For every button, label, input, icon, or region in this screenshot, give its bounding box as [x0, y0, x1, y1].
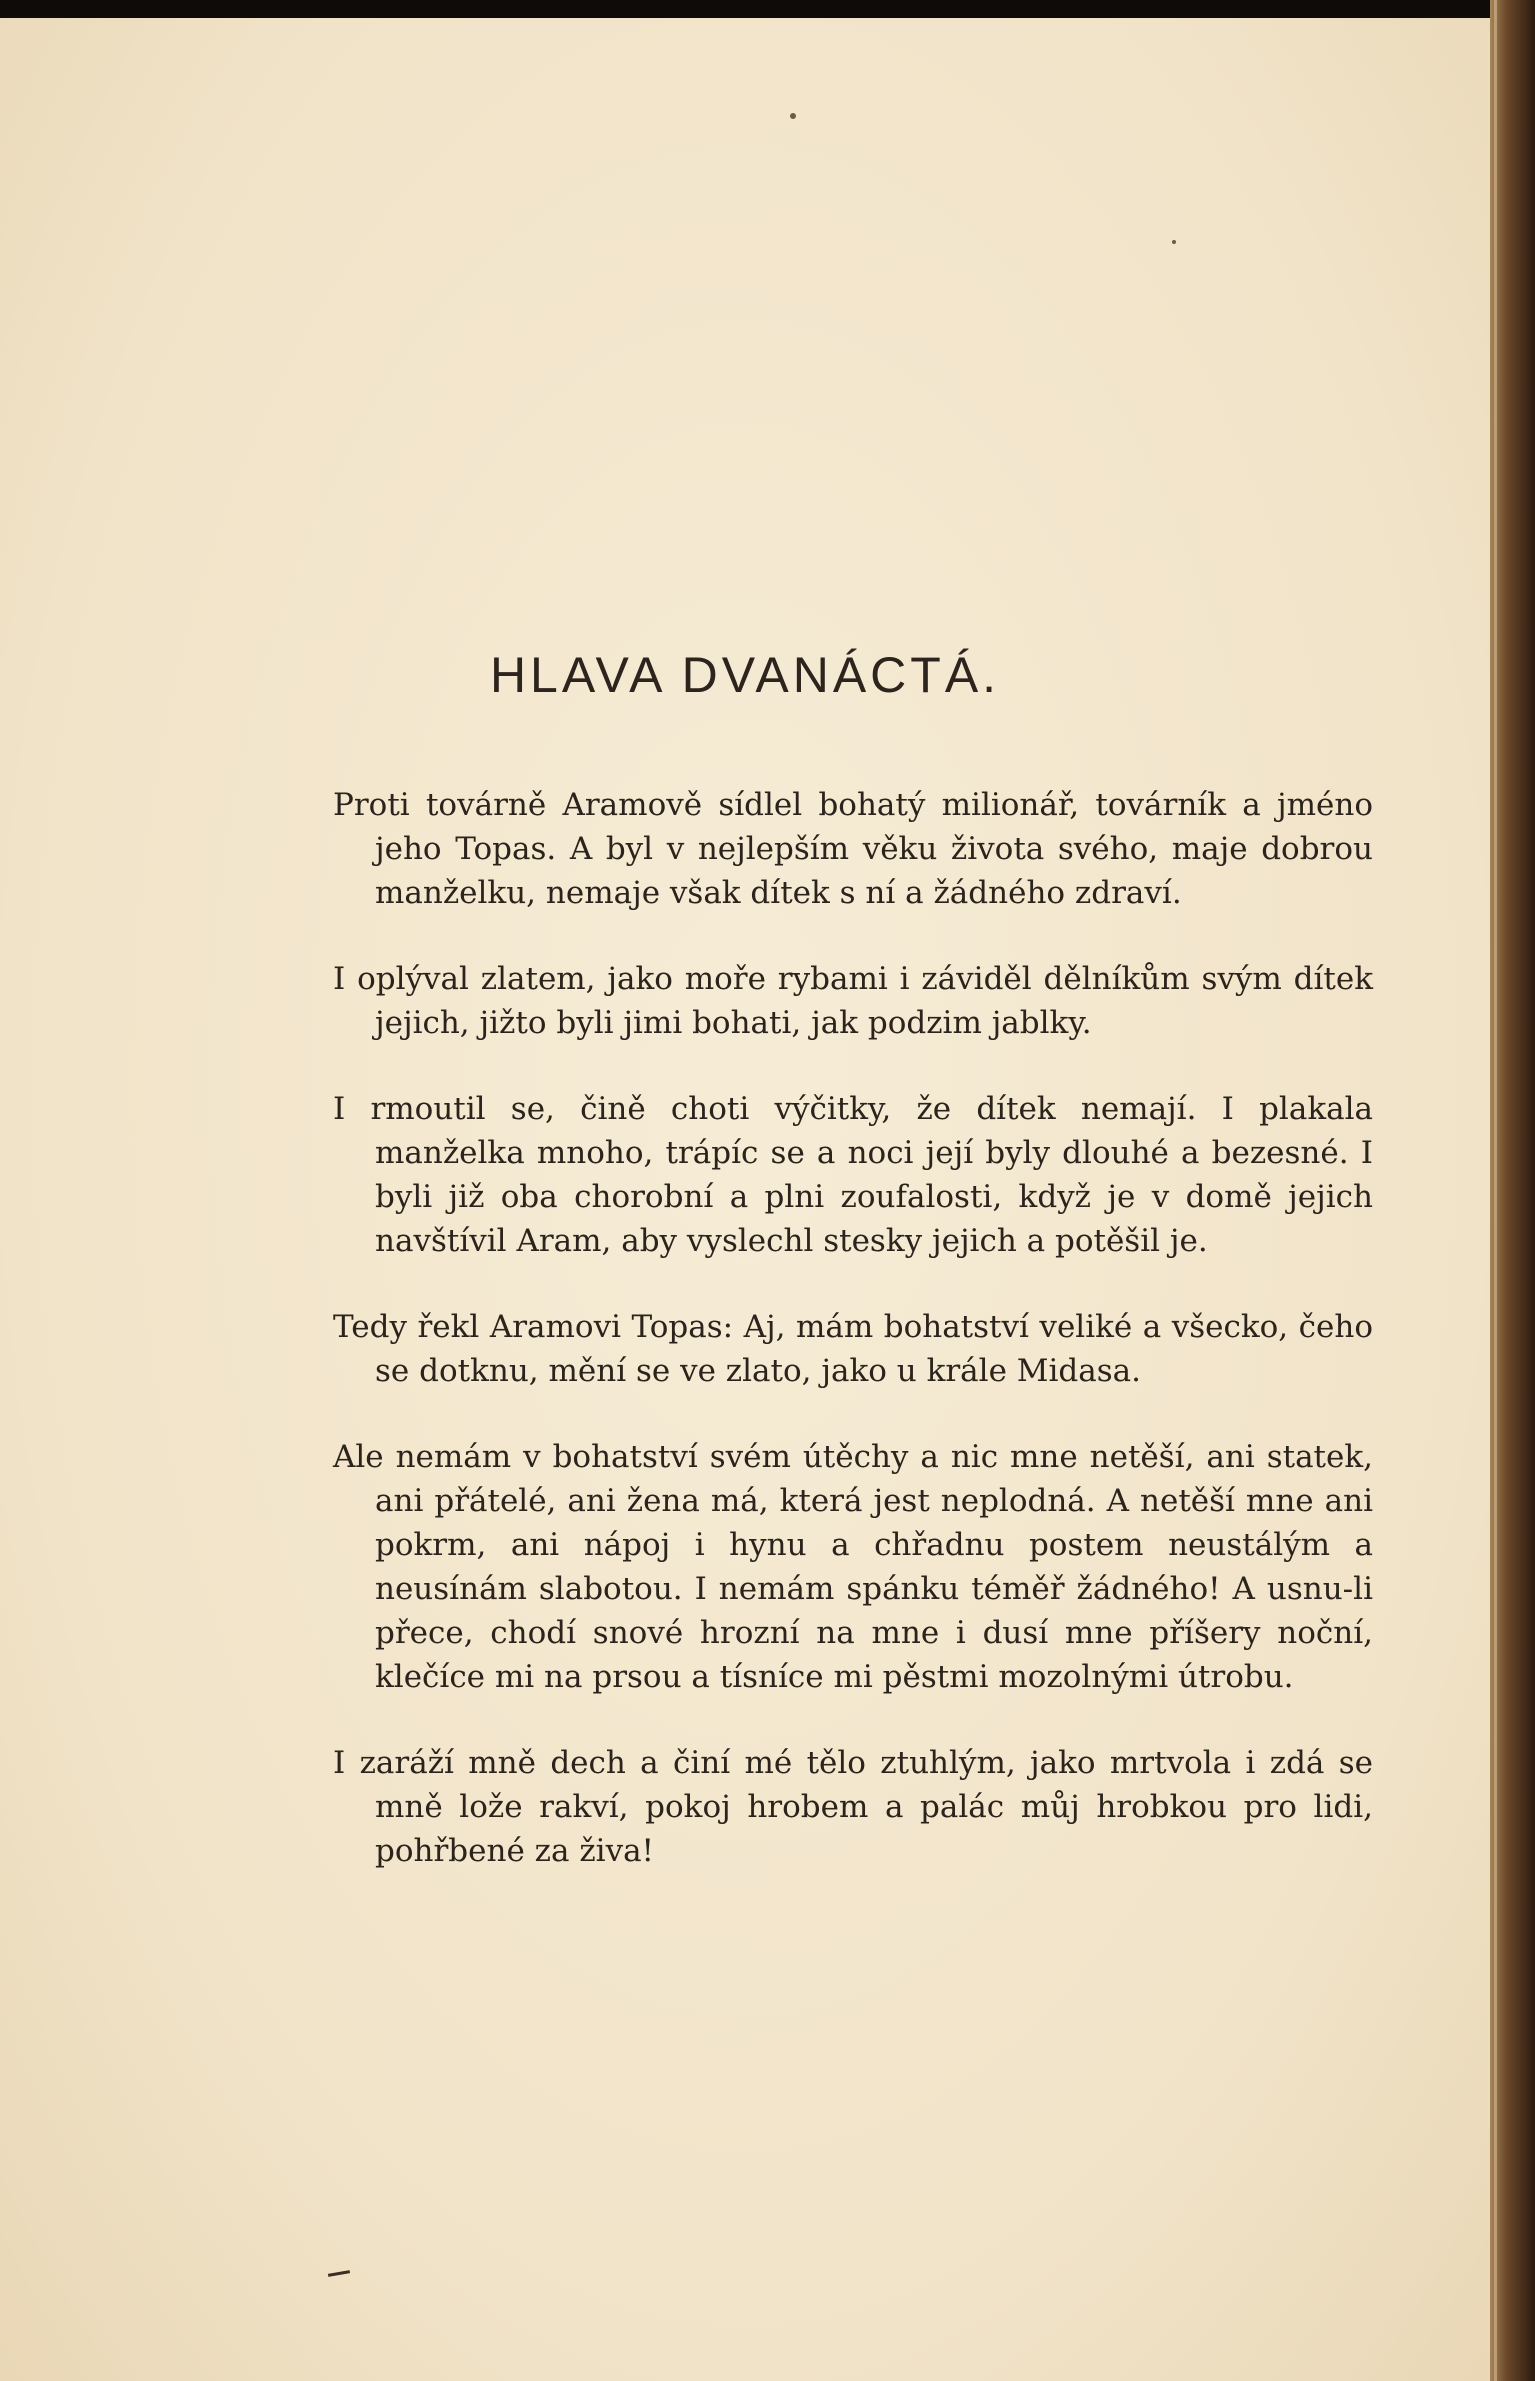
ink-speck — [790, 113, 796, 119]
paragraph: I oplýval zlatem, jako moře rybami i záviděl dělníkům svým dítek jejich, jižto byli jimi bohati, jak podzim jablky. — [333, 961, 1373, 1041]
book-spine-edge — [1490, 0, 1535, 2381]
paragraph: I rmoutil se, čině choti výčitky, že dítek nemají. I plakala manželka mnoho, trápíc se a noci její byly dlouhé a bezesné. I byli již oba chorobní a plni zoufalosti, když je v domě jejich navštívil Aram, aby vyslechl stesky jejich a potěšil je. — [333, 1091, 1373, 1259]
chapter-body — [333, 783, 1373, 1915]
paragraph: Ale nemám v bohatství svém útěchy a nic mne netěší, ani statek, ani přátelé, ani žena má, která jest neplodná. A netěší mne ani pokrm, ani nápoj i hynu a chřadnu postem neustálým a neusínám slabotou. I nemám spánku téměř žádného! A usnu-li přece, chodí snové hrozní na mne i dusí mne příšery noční, klečíce mi na prsou a tísníce mi pěstmi mozolnými útrobu. — [333, 1439, 1373, 1695]
scan-top-edge — [0, 0, 1535, 18]
chapter-title: HLAVA DVANÁCTÁ. — [489, 647, 1001, 703]
paragraph: Tedy řekl Aramovi Topas: Aj, mám bohatství veliké a všecko, čeho se dotknu, mění se ve zlato, jako u krále Midasa. — [333, 1309, 1373, 1389]
ink-speck — [1172, 240, 1176, 244]
paragraph: I zaráží mně dech a činí mé tělo ztuhlým, jako mrtvola i zdá se mně lože rakví, pokoj hrobem a palác můj hrobkou pro lidi, pohřbené za živa! — [333, 1745, 1373, 1869]
paragraph: Proti továrně Aramově sídlel bohatý milionář, továrník a jméno jeho Topas. A byl v nejlepším věku života svého, maje dobrou manželku, nemaje však dítek s ní a žádného zdraví. — [333, 787, 1373, 911]
book-page — [0, 18, 1490, 2381]
page-mark — [328, 2270, 350, 2277]
